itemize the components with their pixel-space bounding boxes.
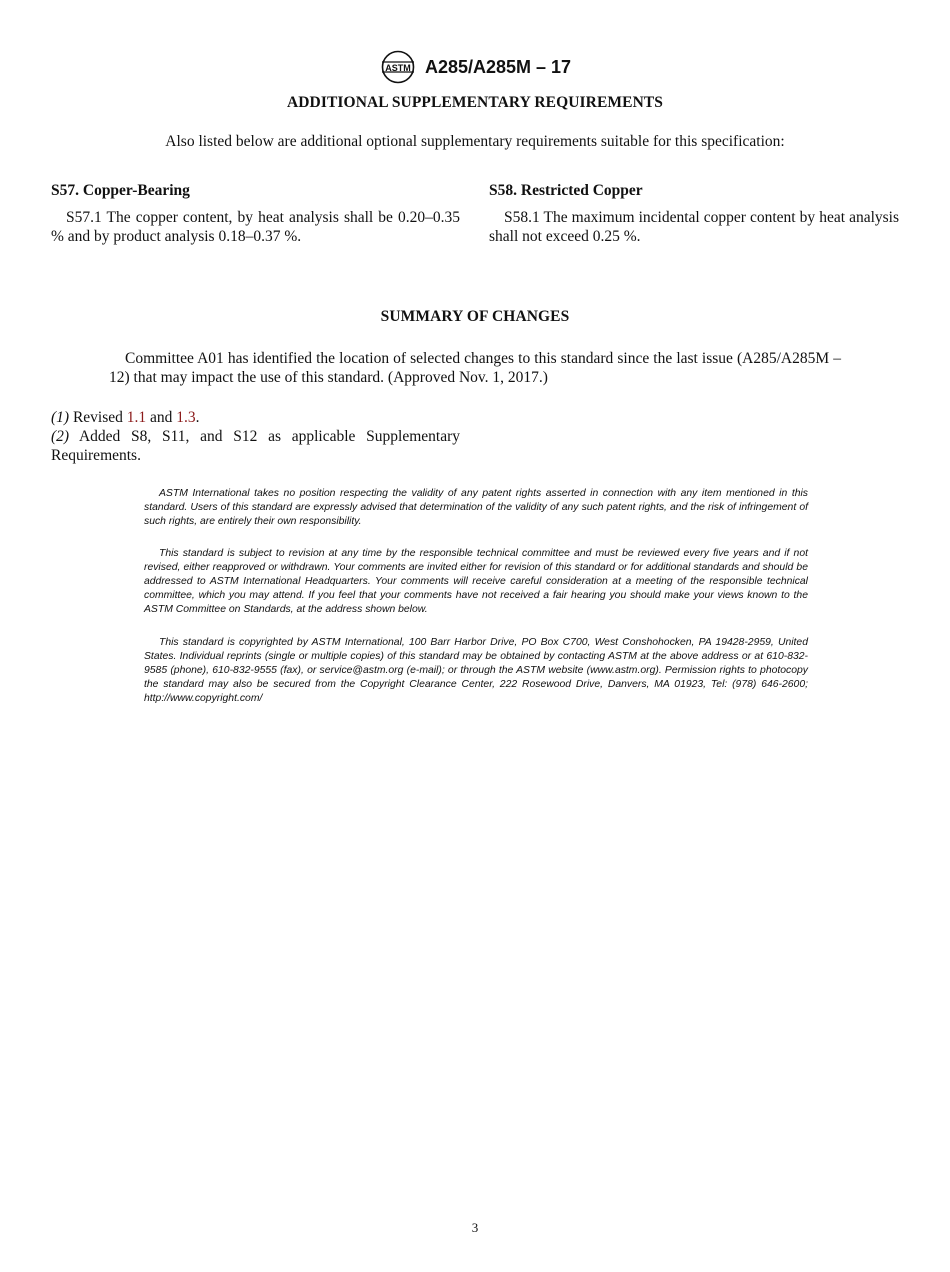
additional-requirements-intro: Also listed below are additional optional supplementary requirements suitable for this specification: — [165, 133, 785, 150]
section-link-1-3[interactable]: 1.3 — [176, 409, 196, 426]
change-text: and — [150, 409, 173, 426]
change-item-2 — [51, 427, 460, 465]
patent-notice: ASTM International takes no position respecting the validity of any patent rights asserted in connection with any item mentioned in this standard. Users of this standard are expressly advised that determination of the validity of any such patent rights, and the risk of infringement of such rights, are entirely their own responsibility. — [144, 488, 808, 527]
additional-requirements-title: ADDITIONAL SUPPLEMENTARY REQUIREMENTS — [286, 94, 664, 111]
change-text: Revised — [72, 409, 123, 426]
page-header — [0, 50, 950, 84]
change-number: (2) — [51, 428, 70, 445]
s58-text: S58.1 The maximum incidental copper content by heat analysis shall not exceed 0.25 %. — [489, 209, 899, 245]
svg-text:ASTM: ASTM — [385, 63, 411, 73]
change-text: Added S8, S11, and S12 as applicable Supplementary Requirements. — [51, 428, 460, 464]
revision-notice: This standard is subject to revision at any time by the responsible technical committee and must be reviewed every five years and if not revised, either reapproved or withdrawn. Your comments are invited either for revision of this standard or for additional standards and should be addressed to ASTM International Headquarters. Your comments will receive careful consideration at a meeting of the responsible technical committee, which you may attend. If you feel that your comments have not received a fair hearing you should make your views known to the ASTM Committee on Standards, at the address shown below. — [144, 548, 808, 615]
summary-paragraph: Committee A01 has identified the location of selected changes to this standard since the last issue (A285/A285M – 12) that may impact the use of this standard. (Approved Nov. 1, 2017.) — [109, 350, 841, 386]
change-text: . — [195, 409, 200, 426]
page-number: 3 — [471, 1220, 479, 1235]
section-link-1-1[interactable]: 1.1 — [126, 409, 147, 426]
document-id: A285/A285M – 17 — [424, 56, 572, 77]
s58-heading: S58. Restricted Copper — [489, 182, 643, 199]
s57-heading: S57. Copper-Bearing — [51, 182, 190, 199]
change-number: (1) — [51, 409, 70, 426]
astm-logo-icon — [379, 50, 417, 84]
change-item-1 — [51, 408, 460, 427]
copyright-notice: This standard is copyrighted by ASTM International, 100 Barr Harbor Drive, PO Box C700, West Conshohocken, PA 19428-2959, United States. Individual reprints (single or multiple copies) of this standard may be obtained by contacting ASTM at the above address or at 610-832-9585 (phone), 610-832-9555 (fax), or service@astm.org (e-mail); or through the ASTM website (www.astm.org). Permission rights to photocopy the standard may also be secured from the Copyright Clearance Center, 222 Rosewood Drive, Danvers, MA 01923, Tel: (978) 646-2600; http://www.copyright.com/ — [144, 637, 808, 704]
s57-text: S57.1 The copper content, by heat analysis shall be 0.20–0.35 % and by product analysis 0.18–0.37 %. — [51, 209, 460, 245]
summary-title: SUMMARY OF CHANGES — [380, 308, 570, 325]
